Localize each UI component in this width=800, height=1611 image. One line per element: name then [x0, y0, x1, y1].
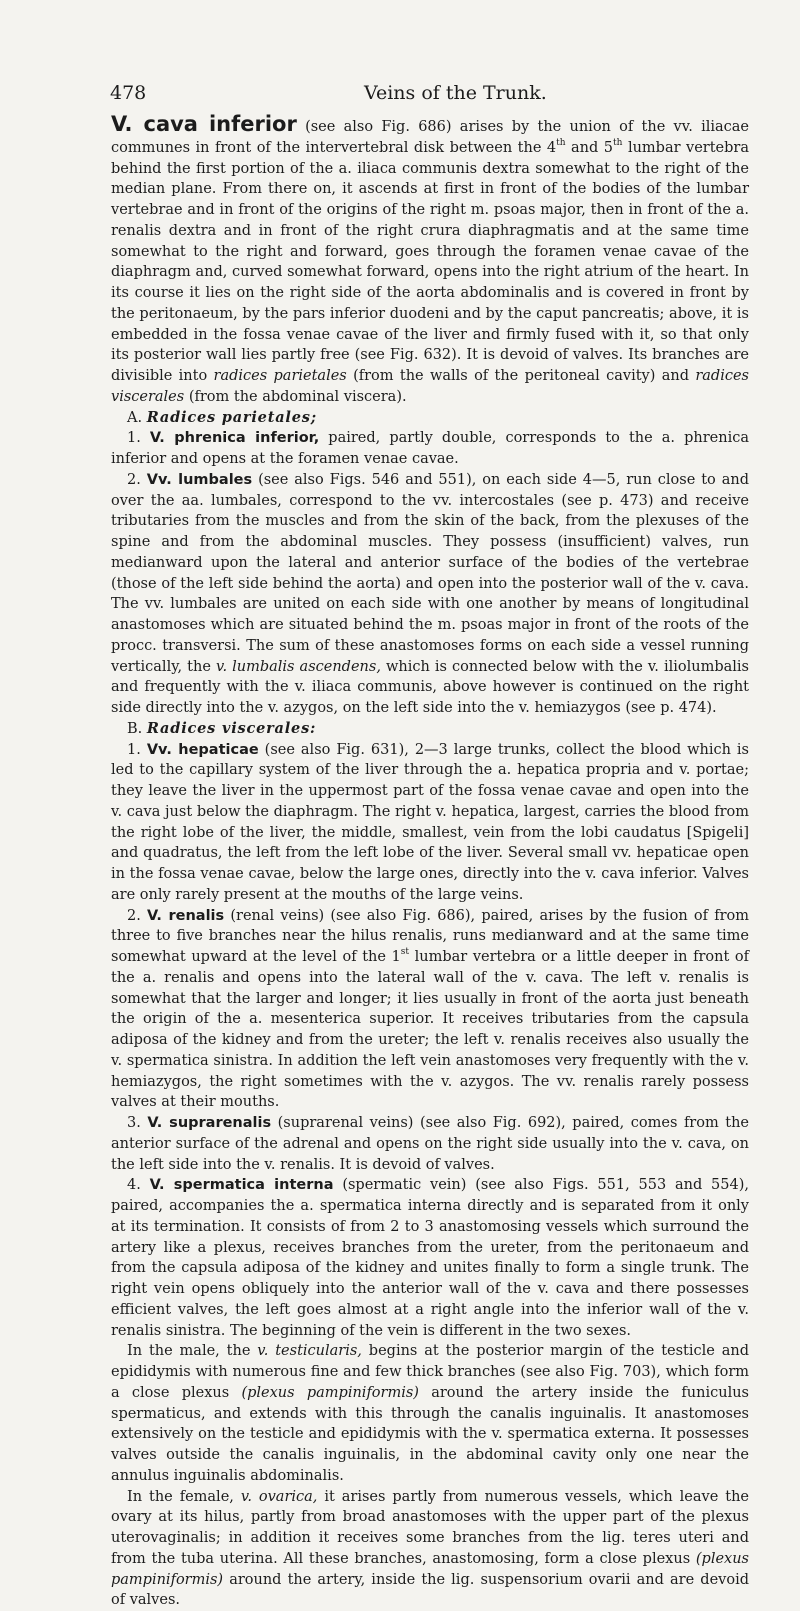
paragraph-female: In the female, v. ovarica, it arises partly from numerous vessels, which leave the ovary at its hilus, partly from broad anastomoses with the upper part of the plexus uterovaginalis; in addition it receives some branches from the lig. teres uteri and from the tuba uterina. All these branches, anastomosing, form a close plexus (plexus pampiniformis) around the artery, inside the lig. suspensorium ovarii and are devoid of valves.	[111, 1487, 749, 1611]
paragraph-lumbales: 2. Vv. lumbales (see also Figs. 546 and 551), on each side 4—5, run close to and over the aa. lumbales, correspond to the vv. intercostales (see p. 473) and receive tributaries from the muscles and from the skin of the back, from the plexuses of the spine and from the abdominal muscles. They possess (insufficient) valves, run medianward upon the lateral and anterior surface of the bodies of the vertebrae (those of the left side behind the aorta) and open into the posterior wall of the v. cava. The vv. lumbales are united on each side with one another by means of longitudinal anastomoses which are situated behind the m. psoas major in front of the roots of the procc. transversi. The sum of these anastomoses forms on each side a vessel running vertically, the v. lumbalis ascendens, which is connected below with the v. iliolumbalis and frequently with the v. iliaca communis, above however is continued on the right side directly into the v. azygos, on the left side into the v. hemiazygos (see p. 474).	[111, 470, 749, 719]
paragraph-spermatica: 4. V. spermatica interna (spermatic vein) (see also Figs. 551, 553 and 554), paired, accompanies the a. spermatica interna directly and is separated from it only at its termination. It consists of from 2 to 3 anastomosing vessels which surround the artery like a plexus, receives branches from the ureter, from the peritonaeum and from the capsula adiposa of the kidney and unites finally to form a single trunk. The right vein opens obliquely into the anterior wall of the v. cava and there possesses efficient valves, the left goes almost at a right angle into the inferior wall of the v. renalis sinistra. The beginning of the vein is different in the two sexes.	[111, 1175, 749, 1341]
section-heading-b: B. Radices viscerales:	[111, 719, 749, 740]
paragraph-hepaticae: 1. Vv. hepaticae (see also Fig. 631), 2—3 large trunks, collect the blood which is led to the capillary system of the liver through the a. hepatica propria and v. portae; they leave the liver in the uppermost part of the fossa venae cavae and open into the v. cava just below the diaphragm. The right v. hepatica, largest, carries the blood from the right lobe of the liver, the middle, smallest, vein from the lobi caudatus [Spigeli] and quadratus, the left from the left lobe of the liver. Several small vv. hepaticae open in the fossa venae cavae, below the large ones, directly into the v. cava inferior. Valves are only rarely present at the mouths of the large veins.	[111, 740, 749, 906]
paragraph-renalis: 2. V. renalis (renal veins) (see also Fig. 686), paired, arises by the fusion of from three to five branches near the hilus renalis, runs medianward and at the same time somewhat upward at the level of the 1st lumbar vertebra or a little deeper in front of the a. renalis and opens into the lateral wall of the v. cava. The left v. renalis is somewhat that the larger and longer; it lies usually in front of the aorta just beneath the origin of the a. mesenterica superior. It receives tributaries from the capsula adiposa of the kidney and from the ureter; the left v. renalis receives also usually the v. spermatica sinistra. In addition the left vein anastomoses very frequently with the v. hemiazygos, the right sometimes with the v. azygos. The vv. renalis rarely possess valves at their mouths.	[111, 906, 749, 1114]
section-heading-a: A. Radices parietales;	[111, 408, 749, 429]
paragraph-male: In the male, the v. testicularis, begins at the posterior margin of the testicle and epididymis with numerous fine and few thick branches (see also Fig. 703), which form a close plexus (plexus pampiniformis) around the artery inside the funiculus spermaticus, and extends with this through the canalis inguinalis. It anastomoses extensively on the testicle and epididymis with the v. spermatica externa. It possesses valves outside the canalis inguinalis, in the abdominal cavity only one near the annulus inguinalis abdominalis.	[111, 1341, 749, 1486]
paragraph-suprarenalis: 3. V. suprarenalis (suprarenal veins) (see also Fig. 692), paired, comes from the anterior surface of the adrenal and opens on the right side usually into the v. cava, on the left side into the v. renalis. It is devoid of valves.	[111, 1113, 749, 1175]
page-number: 478	[110, 78, 146, 108]
paragraph-phrenica: 1. V. phrenica inferior, paired, partly double, corresponds to the a. phrenica inferior and opens at the foramen venae cavae.	[111, 428, 749, 470]
body-text	[111, 114, 749, 1611]
running-head	[110, 78, 750, 108]
running-title: Veins of the Trunk.	[364, 78, 547, 108]
paragraph-vena-cava-inferior: V. cava inferior (see also Fig. 686) arises by the union of the vv. iliacae communes in front of the intervertebral disk between the 4th and 5th lumbar vertebra behind the first portion of the a. iliaca communis dextra somewhat to the right of the median plane. From there on, it ascends at first in front of the bodies of the lumbar vertebrae and in front of the origins of the right m. psoas major, then in front of the a. renalis dextra and in front of the right crura diaphragmatis and at the same time somewhat to the right and forward, goes through the foramen venae cavae of the diaphragm and, curved somewhat forward, opens into the right atrium of the heart. In its course it lies on the right side of the aorta abdominalis and is covered in front by the peritonaeum, by the pars inferior duodeni and by the caput pancreatis; above, it is embedded in the fossa venae cavae of the liver and firmly fused with it, so that only its posterior wall lies partly free (see Fig. 632). It is devoid of valves. Its branches are divisible into radices parietales (from the walls of the peritoneal cavity) and radices viscerales (from the abdominal viscera).	[111, 114, 749, 408]
entry-heading: V. cava inferior	[111, 112, 297, 136]
